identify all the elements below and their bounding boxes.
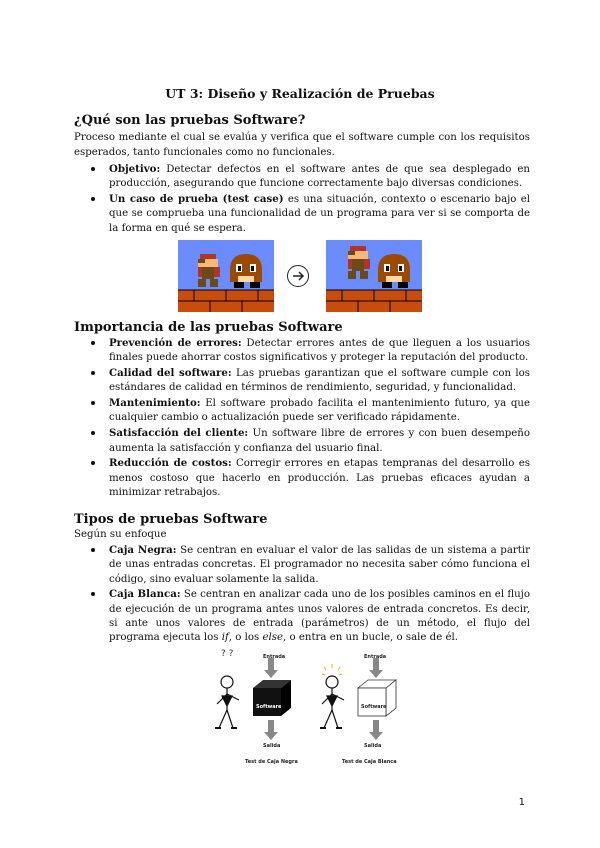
list-item: Satisfacción del cliente: Un software libre de errores y con buen desempeño aumenta la satisfacción y confianza del usuario final.: [74, 426, 530, 456]
section1-intro: Proceso mediante el cual se evalúa y verifica que el software cumple con los requisitos esperados, tanto funcionales como no funcionales.: [74, 132, 530, 158]
section-heading-what-are-tests: ¿Qué son las pruebas Software?: [74, 113, 306, 128]
list-item: Caja Blanca: Se centran en analizar cada uno de los posibles caminos en el flujo de ejecución de un programa antes unos valores de entrada concretos. Es decir, si ante unos valores de entrada (parámetros) de un método, el flujo del programa ejecuta los if, o los else, o entra en un bucle, o sale de él.: [74, 587, 530, 645]
list-item: Reducción de costos: Corregir errores en etapas tempranas del desarrollo es menos costoso que hacerlo en producción. Las pruebas eficaces ayudan a minimizar retrabajos.: [74, 456, 530, 500]
white-box-input-label: Entrada: [364, 654, 387, 660]
black-box-diagram: [205, 648, 305, 763]
mario-before-image: [178, 240, 274, 312]
page-title: UT 3: Diseño y Realización de Pruebas: [165, 86, 435, 101]
black-box-caption: Test de Caja Negra: [245, 759, 298, 765]
white-box-software-label: Software: [361, 704, 387, 710]
list-item: Objetivo: Detectar defectos en el software antes de que sea desplegado en producción, asegurando que funcione correctamente bajo diversas condiciones.: [74, 162, 530, 192]
section1-bullets: [74, 162, 530, 236]
page-number: 1: [518, 797, 525, 808]
section-heading-importance: Importancia de las pruebas Software: [74, 320, 343, 335]
thought-question-marks: ? ?: [221, 649, 234, 659]
section2-bullets: [74, 336, 530, 501]
white-box-caption: Test de Caja Blanca: [342, 759, 397, 765]
arrow-right-icon: [287, 265, 309, 287]
list-item: Mantenimiento: El software probado facilita el mantenimiento futuro, ya que cualquier cambio o actualización puede ser verificado rápidamente.: [74, 396, 530, 426]
section3-intro: Según su enfoque: [74, 529, 167, 540]
white-box-diagram: [310, 648, 410, 763]
black-box-software-label: Software: [256, 704, 282, 710]
list-item: Prevención de errores: Detectar errores antes de que lleguen a los usuarios finales puede ahorrar costos significativos y proteger la reputación del producto.: [74, 336, 530, 366]
section-heading-types: Tipos de pruebas Software: [74, 512, 268, 527]
list-item: Un caso de prueba (test case) es una situación, contexto o escenario bajo el que se comprueba una funcionalidad de un programa para ver si se comporta de la forma en qué se espera.: [74, 192, 530, 236]
section3-bullets: [74, 543, 530, 646]
black-box-input-label: Entrada: [263, 654, 286, 660]
list-item: Calidad del software: Las pruebas garantizan que el software cumple con los estándares de calidad en términos de rendimiento, seguridad, y funcionalidad.: [74, 366, 530, 396]
black-box-output-label: Salida: [263, 743, 281, 749]
mario-after-image: [326, 240, 422, 312]
white-box-output-label: Salida: [364, 743, 382, 749]
list-item: Caja Negra: Se centran en evaluar el valor de las salidas de un sistema a partir de unas entradas concretas. El programador no necesita saber cómo funciona el código, sino evaluar solamente la salida.: [74, 543, 530, 587]
